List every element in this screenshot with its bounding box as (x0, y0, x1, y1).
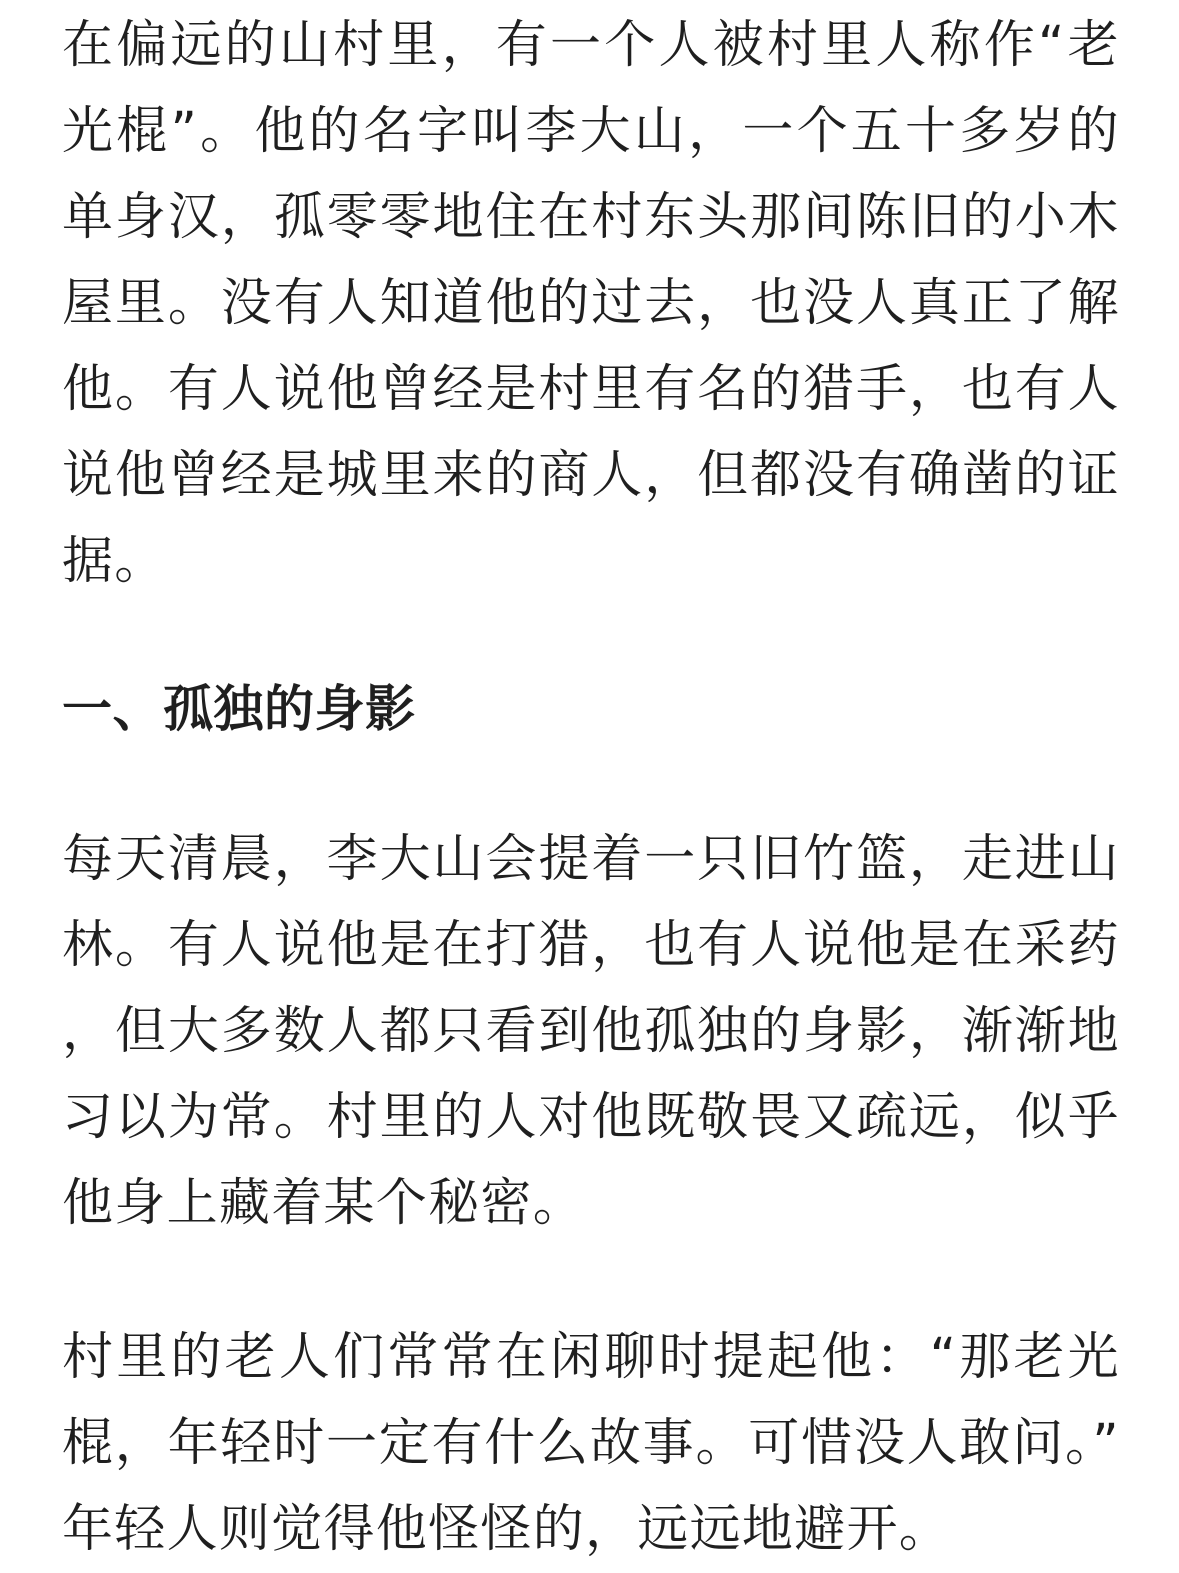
section-heading: 一、孤独的身影 (62, 680, 416, 738)
body-paragraph-2: 村里的老人们常常在闲聊时提起他：“那老光棍，年轻时一定有什么故事。可惜没人敢问。”年轻人则觉得他怪怪的，远远地避开。 (62, 1328, 1120, 1559)
body-paragraph-1: 每天清晨，李大山会提着一只旧竹篮，走进山林。有人说他是在打猎，也有人说他是在采药，但大多数人都只看到他孤独的身影，渐渐地习以为常。村里的人对他既敬畏又疏远，似乎他身上藏着某个秘密。 (62, 830, 1120, 1233)
intro-paragraph: 在偏远的山村里，有一个人被村里人称作“老光棍”。他的名字叫李大山，一个五十多岁的单身汉，孤零零地住在村东头那间陈旧的小木屋里。没有人知道他的过去，也没人真正了解他。有人说他曾经是村里有名的猎手，也有人说他曾经是城里来的商人，但都没有确凿的证据。 (62, 16, 1120, 591)
